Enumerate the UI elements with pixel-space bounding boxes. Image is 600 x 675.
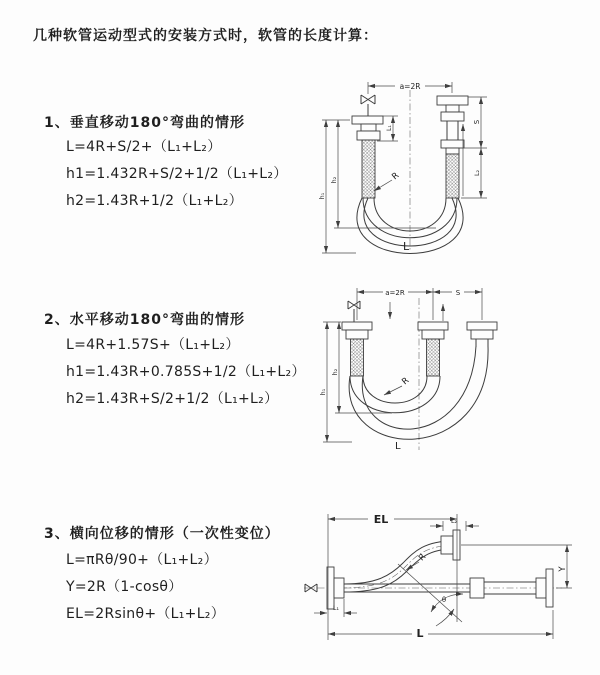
section-3-heading: 3、横向位移的情形（一次性变位）: [44, 526, 280, 542]
valve-icon: [361, 95, 375, 116]
figure-lateral-displacement: [300, 505, 600, 650]
dimension-a2r: [357, 288, 433, 321]
label-s: S: [455, 289, 461, 297]
dimension-h2: [331, 120, 436, 228]
section-1-formula-h1: h1=1.432R+S/2+1/2（L₁+L₂）: [66, 166, 288, 182]
left-hose-fitting: [342, 322, 372, 376]
label-length: L: [416, 627, 424, 640]
radius-leader: [374, 171, 401, 191]
label-length: L: [403, 240, 410, 253]
label-l2: L₂: [474, 170, 481, 176]
left-hose-fitting: [352, 116, 383, 198]
label-h1: h₁: [320, 388, 327, 396]
label-a2r: a=2R: [399, 82, 421, 91]
page-title: 几种软管运动型式的安装方式时，软管的长度计算：: [33, 28, 378, 44]
dimension-l: [328, 610, 553, 640]
movement-arrows: [390, 302, 443, 321]
label-r: R: [390, 170, 402, 183]
section-3-formula-EL: EL=2Rsinθ+（L₁+L₂）: [66, 606, 226, 622]
label-h1: h₁: [319, 192, 326, 200]
section-2-formula-h1: h1=1.43R+0.785S+1/2（L₁+L₂）: [66, 364, 306, 380]
middle-hose-fitting: [418, 322, 448, 376]
dimension-h1: [319, 120, 356, 253]
figure-vertical-move-180-bend: [318, 72, 600, 268]
section-3-formula-Y: Y=2R（1-cosθ）: [66, 579, 183, 595]
label-h2: h₂: [332, 368, 339, 376]
section-1-heading: 1、垂直移动180°弯曲的情形: [44, 115, 245, 131]
section-2-formula-L: L=4R+1.57S+（L₁+L₂）: [66, 337, 240, 353]
dimension-h1: [320, 322, 352, 442]
dimension-s: [433, 288, 482, 321]
label-s: S: [473, 119, 481, 125]
label-h2: h₂: [331, 176, 338, 184]
label-l2: L₂: [451, 518, 457, 525]
label-theta: θ: [441, 596, 447, 604]
section-2-heading: 2、水平移动180°弯曲的情形: [44, 312, 245, 328]
figure-horizontal-move-180-bend: [315, 283, 600, 458]
section-1-formula-L: L=4R+S/2+（L₁+L₂）: [66, 139, 222, 155]
section-2-formula-h2: h2=1.43R+S/2+1/2（L₁+L₂）: [66, 391, 279, 407]
section-1-formula-h2: h2=1.43R+1/2（L₁+L₂）: [66, 193, 243, 209]
label-y: Y: [558, 566, 568, 572]
angle-construction: [398, 564, 463, 626]
dimension-l2: [461, 148, 487, 198]
dimension-l1: [314, 599, 357, 617]
label-length: L: [395, 441, 401, 452]
dimension-l2: [430, 518, 479, 531]
label-r: R: [400, 375, 412, 388]
hose-curves: [349, 346, 488, 439]
label-l1: L₁: [386, 125, 393, 131]
dimension-el: [328, 512, 457, 640]
valve-icon: [348, 301, 360, 322]
label-l1: L₁: [333, 605, 339, 612]
section-3-formula-L: L=πRθ/90+（L₁+L₂）: [66, 552, 218, 568]
label-el: EL: [373, 513, 389, 526]
label-a2r: a=2R: [385, 289, 405, 297]
right-hose-fitting: [467, 322, 497, 347]
radius-leader: [384, 376, 411, 395]
label-r: R: [416, 551, 429, 564]
